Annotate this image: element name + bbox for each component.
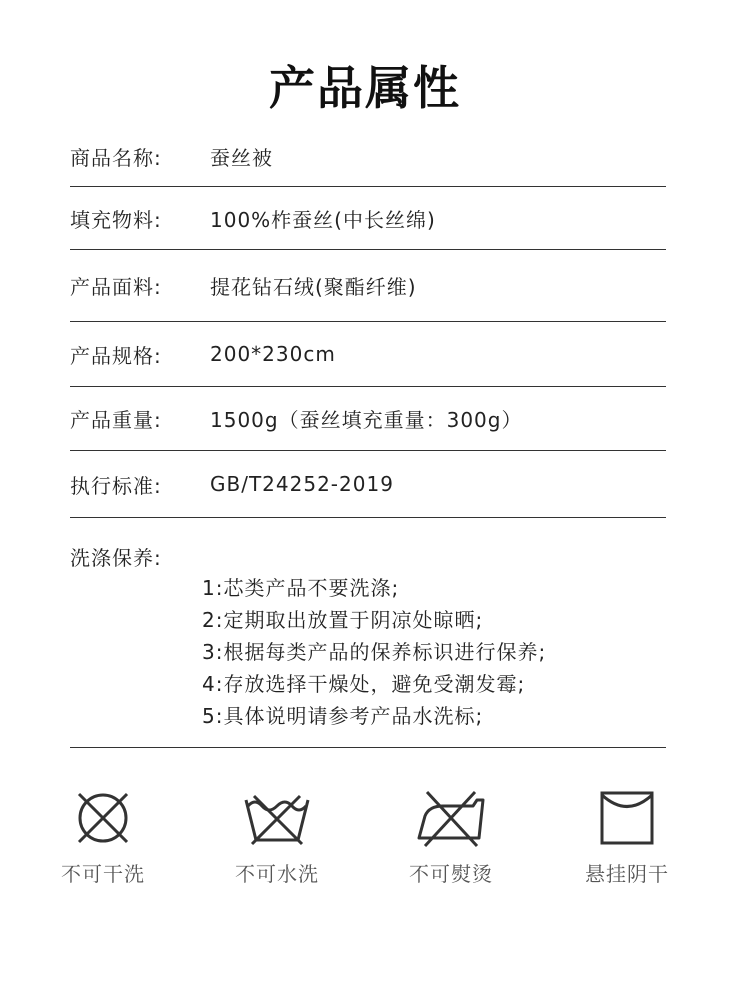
- care-icon-label: 不可干洗: [61, 862, 145, 886]
- care-icon-no-dry-clean: [33, 788, 173, 887]
- attribute-row-name: [70, 126, 666, 187]
- attribute-row-filling: [70, 187, 666, 250]
- care-item: 4:存放选择干燥处，避免受潮发霉;: [202, 672, 526, 696]
- attribute-row-standard: [70, 451, 666, 518]
- attribute-row-weight: [70, 387, 666, 451]
- attribute-label: 商品名称:: [70, 145, 162, 170]
- care-item: 2:定期取出放置于阴凉处晾晒;: [202, 608, 484, 632]
- attribute-label: 执行标准:: [70, 473, 162, 498]
- attribute-label: 填充物料:: [70, 207, 162, 232]
- care-icon-label: 悬挂阴干: [585, 862, 669, 886]
- no-wash-icon: [242, 788, 312, 848]
- hang-dry-icon: [597, 788, 657, 848]
- care-icon-label: 不可水洗: [235, 862, 319, 886]
- care-list: [202, 572, 546, 732]
- no-iron-icon: [413, 788, 489, 848]
- attribute-value: 200*230cm: [210, 342, 336, 366]
- care-icon-no-wash: [207, 788, 347, 887]
- care-item: 1:芯类产品不要洗涤;: [202, 576, 400, 600]
- attribute-label: 产品面料:: [70, 275, 162, 299]
- care-icon-no-iron: [381, 788, 521, 887]
- care-icons: [0, 788, 730, 898]
- care-section: [70, 518, 666, 748]
- attribute-value: 1500g（蚕丝填充重量：300g）: [210, 408, 523, 432]
- attribute-value: 蚕丝被: [210, 145, 273, 170]
- attribute-label: 产品重量:: [70, 408, 162, 432]
- no-dry-clean-icon: [73, 788, 133, 848]
- page-title: 产品属性: [269, 61, 461, 115]
- attribute-value: 100%柞蚕丝(中长丝绵): [210, 207, 436, 232]
- attribute-value: GB/T24252-2019: [210, 472, 394, 496]
- care-icon-label: 不可熨烫: [409, 862, 493, 886]
- attribute-row-size: [70, 322, 666, 387]
- attribute-value: 提花钻石绒(聚酯纤维): [210, 275, 417, 299]
- care-label: 洗涤保养:: [70, 546, 162, 570]
- attribute-row-fabric: [70, 250, 666, 322]
- attribute-label: 产品规格:: [70, 343, 162, 368]
- care-icon-hang-dry: [557, 788, 697, 887]
- attribute-table: [70, 126, 666, 748]
- care-item: 5:具体说明请参考产品水洗标;: [202, 704, 484, 728]
- care-item: 3:根据每类产品的保养标识进行保养;: [202, 640, 547, 664]
